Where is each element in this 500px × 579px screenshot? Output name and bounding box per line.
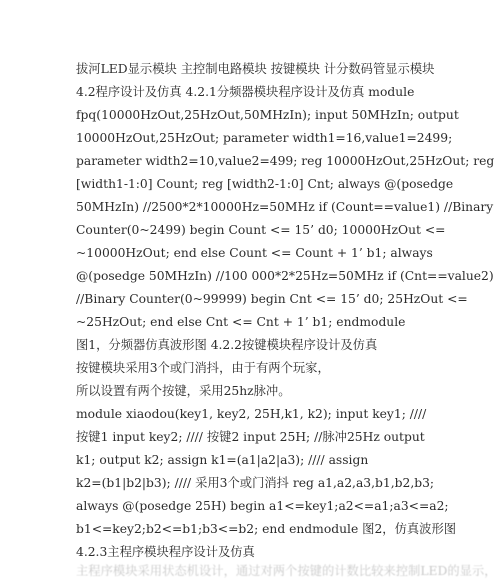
text-line-17: 按键1 input key2; //// 按键2 input 25H; //脉冲25Hz output [76, 430, 425, 444]
text-line-16: module xiaodou(key1, key2, 25H,k1, k2); input key1; //// [76, 407, 427, 421]
text-line-2: 4.2程序设计及仿真 4.2.1分频器模块程序设计及仿真 module [76, 85, 415, 99]
text-line-6: [width1-1:0] Count; reg [width2-1:0] Cnt; always @(posedge [76, 177, 454, 191]
text-line-1: 拔河LED显示模块 主控制电路模块 按键模块 计分数码管显示模块 [76, 62, 435, 76]
text-line-7: 50MHzIn) //2500*2*10000Hz=50MHz if (Count==value1) //Binary [76, 200, 494, 214]
text-line-15: 所以设置有两个按键，采用25hz脉冲。 [76, 384, 291, 398]
text-line-8: Counter(0~2499) begin Count <= 15’ d0; 10000HzOut <= [76, 223, 446, 237]
text-line-22: 4.2.3主程序模块程序设计及仿真 [76, 545, 255, 559]
text-line-12: ~25HzOut; end else Cnt <= Cnt + 1’ b1; endmodule [76, 315, 406, 329]
text-line-20: always @(posedge 25H) begin a1<=key1;a2<=a1;a3<=a2; [76, 499, 449, 513]
text-line-11: //Binary Counter(0~99999) begin Cnt <= 15’ d0; 25HzOut <= [76, 292, 468, 306]
text-line-3: fpq(10000HzOut,25HzOut,50MHzIn); input 50MHzIn; output [76, 108, 459, 122]
text-line-4: 10000HzOut,25HzOut; parameter width1=16,value1=2499; [76, 131, 453, 145]
text-line-18: k1; output k2; assign k1=(a1|a2|a3); //// assign [76, 453, 369, 467]
text-line-13: 图1，分频器仿真波形图 4.2.2按键模块程序设计及仿真 [76, 338, 378, 352]
text-line-19: k2=(b1|b2|b3); //// 采用3个或门消抖 reg a1,a2,a3,b1,b2,b3; [76, 476, 435, 490]
text-line-9: ~10000HzOut; end else Count <= Count + 1’ b1; always [76, 246, 433, 260]
text-line-21: b1<=key2;b2<=b1;b3<=b2; end endmodule 图2，仿真波形图 [76, 522, 457, 536]
text-line-14: 按键模块采用3个或门消抖，由于有两个玩家， [76, 361, 330, 375]
text-line-23-faded: 主程序模块采用状态机设计，通过对两个按键的计数比较来控制LED的显示， [76, 564, 497, 578]
text-line-5: parameter width2=10,value2=499; reg 10000HzOut,25HzOut; reg [76, 154, 495, 168]
text-line-10: @(posedge 50MHzIn) //100 000*2*25Hz=50MHz if (Cnt==value2) [76, 269, 494, 283]
